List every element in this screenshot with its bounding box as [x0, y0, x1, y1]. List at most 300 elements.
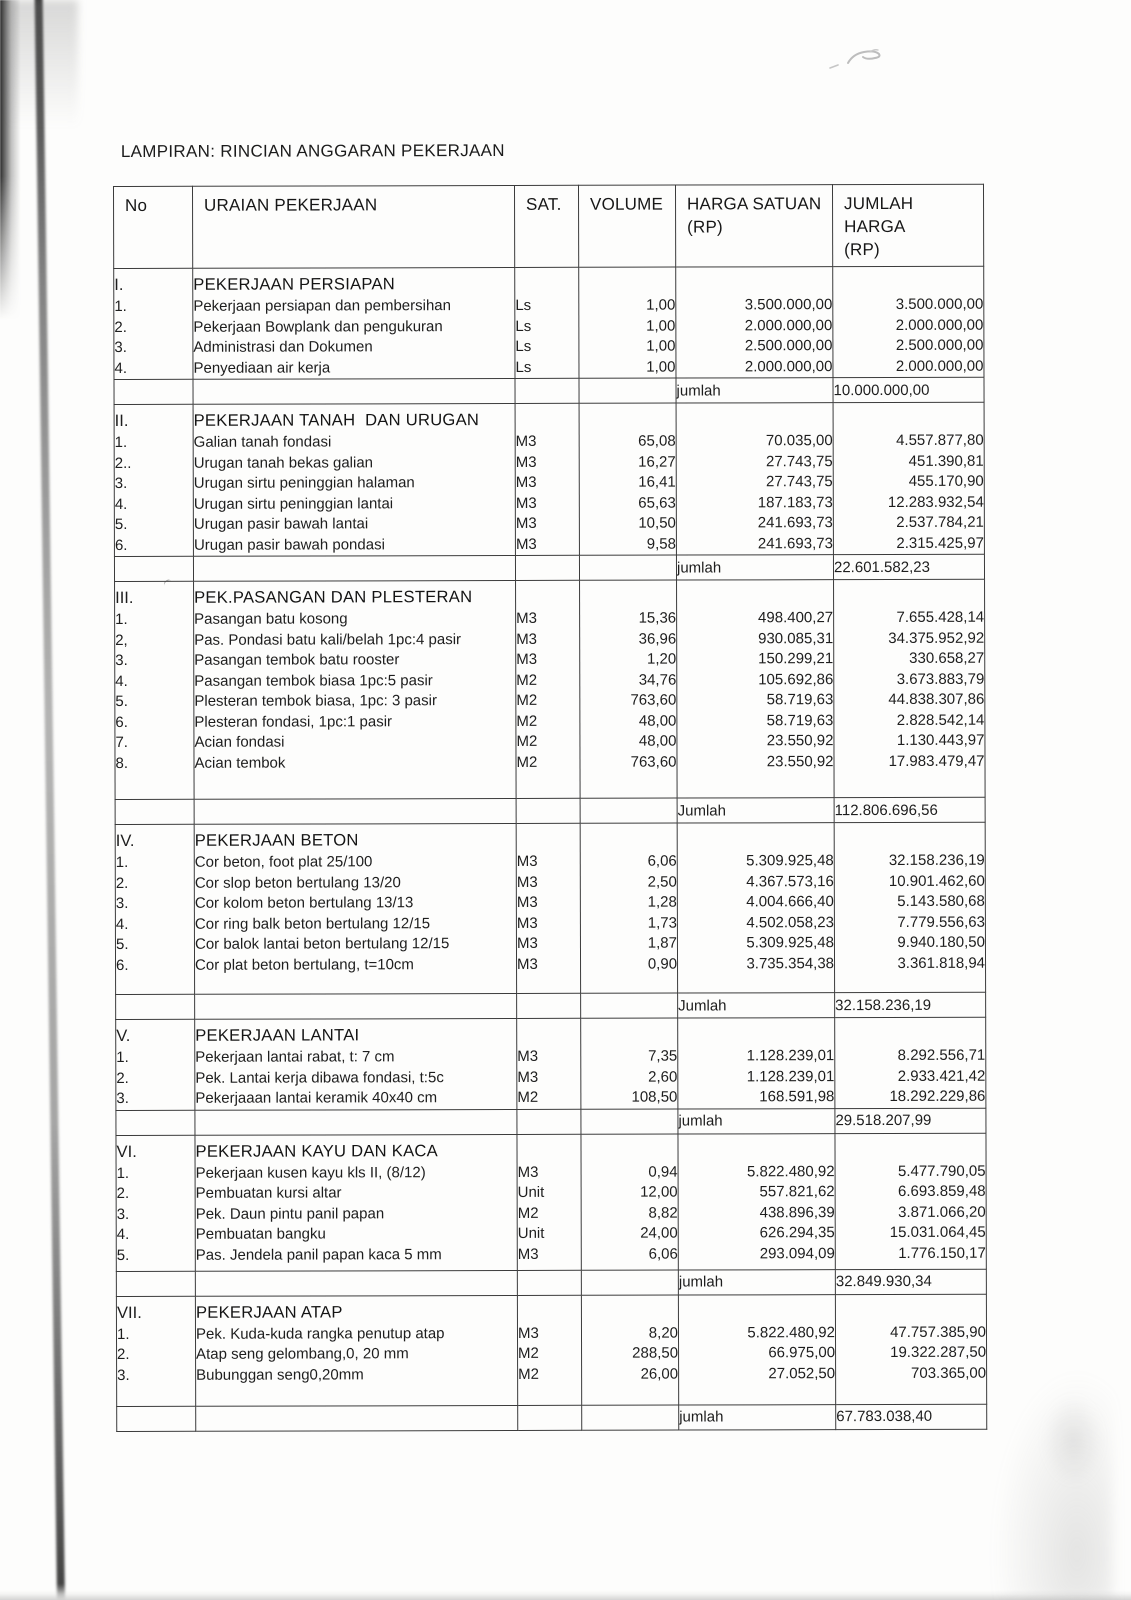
- item-number: 1.: [116, 1164, 130, 1182]
- item-description: Pek. Lantai kerja dibawa fondasi, t:5c: [195, 1068, 444, 1087]
- spacer: [835, 827, 985, 851]
- item-unit-price: 4.502.058,23: [746, 913, 834, 931]
- spacer: [833, 271, 983, 295]
- item-unit: M2: [516, 732, 538, 750]
- item-volume: 0,94: [648, 1163, 678, 1181]
- section-cell: [581, 1018, 678, 1109]
- item-total: 44.838.307,86: [888, 690, 985, 708]
- item-number: 2..: [114, 454, 132, 472]
- item-unit: M3: [515, 535, 537, 553]
- item-total: 12.283.932,54: [887, 493, 984, 511]
- item-unit-price: 5.309.925,48: [746, 934, 834, 952]
- spacer: [678, 1138, 834, 1162]
- empty-cell: [517, 1109, 581, 1134]
- section-row: [115, 579, 986, 799]
- item-unit-price: 293.094,09: [759, 1244, 835, 1262]
- item-description: Urugan pasir bawah pondasi: [193, 535, 385, 554]
- item-description: Acian fondasi: [194, 733, 285, 751]
- empty-cell: [196, 1405, 518, 1431]
- section-cell: [517, 1134, 581, 1270]
- item-description: Atap seng gelombang,0, 20 mm: [196, 1345, 409, 1363]
- item-total: 4.557.877,80: [896, 431, 984, 449]
- section-total-label: Jumlah: [678, 993, 835, 1018]
- item-unit: M3: [516, 934, 538, 952]
- item-unit: M3: [517, 1068, 539, 1086]
- item-unit-price: 1.128.239,01: [746, 1067, 835, 1085]
- item-volume: 34,76: [638, 671, 677, 689]
- item-number: 4.: [116, 1225, 130, 1244]
- section-title: PEKERJAAN TANAH DAN URUGAN: [193, 410, 480, 430]
- item-number: 6.: [114, 536, 128, 554]
- item-description: Cor beton, foot plat 25/100: [194, 853, 373, 871]
- item-unit: M3: [516, 609, 537, 627]
- section-total-label: jumlah: [676, 378, 833, 403]
- section-total-row: [116, 992, 986, 1019]
- section-cell: [580, 580, 678, 798]
- section-cell: [676, 267, 833, 378]
- section-cell: [115, 581, 195, 799]
- section-number: II.: [114, 410, 129, 431]
- item-unit: M3: [517, 1324, 539, 1342]
- spacer: [834, 584, 984, 608]
- item-description: Pasangan batu kosong: [194, 610, 348, 628]
- item-total: 10.901.462,60: [888, 872, 985, 890]
- item-total: 34.375.952,92: [888, 629, 985, 647]
- empty-cell: [116, 1110, 195, 1135]
- empty-cell: [579, 555, 676, 580]
- empty-cell: [515, 555, 579, 580]
- item-number: 3.: [116, 1205, 130, 1223]
- item-volume: 288,50: [632, 1344, 679, 1362]
- item-number: 4.: [115, 915, 129, 933]
- spacer: [835, 1137, 985, 1161]
- item-number: 5.: [114, 515, 128, 534]
- item-unit: M3: [517, 1047, 539, 1065]
- section-total-label: jumlah: [678, 1108, 835, 1133]
- item-number: 1.: [116, 1325, 130, 1343]
- item-total: 15.031.064,45: [889, 1223, 986, 1241]
- section-total-row: [115, 797, 985, 824]
- budget-table: [113, 184, 987, 1432]
- item-total: 2.315.425,97: [896, 534, 984, 552]
- item-unit: M2: [516, 691, 538, 709]
- item-unit-price: 438.896,39: [759, 1203, 835, 1221]
- item-description: Pekerjaan Bowplank dan pengukuran: [193, 317, 443, 336]
- spacer: [516, 408, 579, 432]
- section-cell: [678, 1133, 835, 1269]
- section-cell: [516, 823, 580, 993]
- section-total-value: 22.601.582,23: [833, 554, 984, 579]
- item-unit: M3: [516, 630, 538, 648]
- table-header: [113, 184, 983, 268]
- item-unit-price: 27.052,50: [768, 1364, 836, 1382]
- item-volume: 26,00: [640, 1365, 679, 1383]
- item-description: Pekerjaan kusen kayu kls II, (8/12): [195, 1163, 426, 1182]
- item-unit-price: 498.400,27: [758, 609, 834, 627]
- section-cell: [193, 403, 515, 556]
- item-total: 1.130.443,97: [896, 731, 985, 749]
- item-volume: 8,20: [648, 1324, 679, 1342]
- item-volume: 1,00: [646, 358, 676, 376]
- item-unit: Unit: [517, 1183, 545, 1201]
- item-total: 2.828.542,14: [896, 711, 985, 729]
- section-row: [116, 1294, 986, 1406]
- item-description: Administrasi dan Dokumen: [193, 338, 373, 356]
- item-unit-price: 4.004.666,40: [746, 893, 834, 911]
- item-number: 6.: [116, 956, 129, 974]
- section-total-value: 10.000.000,00: [833, 377, 984, 402]
- item-unit: Ls: [515, 317, 532, 335]
- page-title: LAMPIRAN: RINCIAN ANGGARAN PEKERJAAN: [120, 140, 505, 161]
- item-volume: 36,96: [638, 630, 677, 648]
- item-unit-price: 5.309.925,48: [746, 852, 834, 870]
- item-unit: Ls: [515, 358, 532, 376]
- section-cell: [116, 1135, 195, 1271]
- item-unit: M3: [517, 1163, 539, 1181]
- item-number: 2.: [114, 318, 127, 336]
- section-total-label: jumlah: [678, 1269, 835, 1294]
- item-description: Cor slop beton bertulang 13/20: [194, 873, 401, 892]
- item-number: 4.: [115, 672, 128, 690]
- item-number: 3.: [114, 474, 128, 493]
- spacer: [678, 1022, 834, 1046]
- section-total-value: 32.158.236,19: [835, 992, 986, 1017]
- item-description: Pek. Kuda-kuda rangka penutup atap: [195, 1324, 445, 1343]
- section-total-row: [114, 554, 984, 581]
- section-cell: [114, 268, 193, 379]
- item-total: 9.940.180,50: [897, 933, 985, 951]
- spacer: [835, 1022, 985, 1046]
- empty-cell: [518, 1405, 582, 1430]
- item-volume: 1,28: [647, 893, 677, 911]
- item-description: Pasangan tembok biasa 1pc:5 pasir: [194, 671, 433, 690]
- item-volume: 8,82: [648, 1204, 678, 1222]
- col-header-sat: SAT.: [514, 185, 578, 267]
- item-unit-price: 58.719,63: [766, 711, 834, 729]
- item-unit: M2: [516, 712, 538, 730]
- section-cell: [517, 1295, 581, 1405]
- empty-cell: [117, 1406, 196, 1431]
- item-description: Penyediaan air kerja: [193, 358, 331, 377]
- item-description: Pek. Daun pintu panil papan: [195, 1204, 385, 1223]
- section-title: PEKERJAAN PERSIAPAN: [193, 274, 396, 294]
- item-unit: Ls: [515, 337, 532, 355]
- col-header-jumlah-harga: JUMLAH HARGA (RP): [832, 184, 983, 266]
- item-description: Pembuatan bangku: [195, 1225, 326, 1243]
- section-cell: [678, 1294, 835, 1404]
- spacer: [677, 584, 833, 608]
- item-volume: 65,63: [638, 494, 676, 512]
- item-volume: 763,60: [630, 691, 677, 709]
- item-number: 1.: [114, 433, 128, 452]
- table-header-row: [113, 184, 983, 268]
- section-cell: [193, 267, 515, 379]
- item-total: 5.477.790,05: [836, 1161, 986, 1182]
- section-number: VII.: [116, 1302, 142, 1322]
- section-total-row: [117, 1404, 987, 1431]
- item-number: 1.: [114, 297, 127, 316]
- item-total: 2.000.000,00: [895, 316, 984, 334]
- section-cell: [678, 1018, 835, 1109]
- item-number: 2.: [115, 874, 129, 892]
- item-number: 3.: [114, 338, 127, 357]
- item-unit: M3: [515, 453, 537, 471]
- section-total-label: jumlah: [676, 555, 833, 580]
- item-volume: 763,60: [630, 753, 677, 771]
- item-unit-price: 557.821,62: [759, 1183, 835, 1201]
- item-volume: 9,58: [646, 535, 676, 553]
- item-volume: 1,87: [647, 934, 677, 952]
- item-unit: M3: [516, 893, 538, 911]
- item-unit: M3: [515, 473, 537, 491]
- empty-cell: [579, 378, 676, 403]
- empty-cell: [115, 799, 194, 824]
- section-total-value: 32.849.930,34: [835, 1269, 986, 1294]
- item-volume: 12,00: [640, 1183, 678, 1201]
- item-number: 4.: [114, 359, 128, 377]
- item-unit-price: 5.822.480,92: [746, 1162, 835, 1180]
- section-total-value: 29.518.207,99: [835, 1108, 986, 1133]
- section-cell: [677, 580, 835, 798]
- spacer: [517, 1023, 580, 1047]
- item-unit: M2: [517, 1204, 539, 1222]
- section-row: [116, 1017, 986, 1110]
- item-total: 2.933.421,42: [897, 1067, 986, 1085]
- item-unit: M2: [516, 671, 538, 689]
- item-unit: M3: [515, 514, 537, 532]
- item-total: 7.655.428,14: [896, 608, 985, 626]
- empty-cell: [195, 993, 517, 1019]
- empty-cell: [515, 378, 579, 403]
- item-total: 455.170,90: [908, 472, 984, 490]
- item-total: 18.292.229,86: [889, 1087, 986, 1105]
- spacer: [581, 1023, 677, 1047]
- item-description: Urugan sirtu peninggian halaman: [193, 474, 415, 492]
- spacer: [516, 585, 579, 609]
- item-unit-price: 27.743,75: [766, 473, 833, 491]
- item-number: 2.: [116, 1069, 129, 1087]
- empty-cell: [195, 1109, 517, 1135]
- item-unit: M2: [517, 1088, 539, 1106]
- item-total: 8.292.556,71: [897, 1046, 986, 1064]
- item-unit: M3: [517, 955, 538, 973]
- section-cell: [195, 1018, 517, 1109]
- section-title: PEKERJAAN KAYU DAN KACA: [195, 1140, 438, 1161]
- item-volume: 65,08: [638, 432, 676, 450]
- section-title: PEKERJAAN ATAP: [195, 1301, 343, 1322]
- col-header-uraian: URAIAN PEKERJAAN: [192, 185, 514, 268]
- section-cell: [835, 1133, 986, 1269]
- section-total-value: 112.806.696,56: [834, 797, 985, 822]
- section-cell: [517, 1018, 581, 1109]
- section-cell: [581, 1134, 678, 1270]
- item-description: Urugan pasir bawah lantai: [193, 515, 369, 533]
- empty-cell: [114, 379, 193, 404]
- item-number: 2.: [116, 1184, 130, 1203]
- item-description: Bubunggan seng0,20mm: [196, 1365, 364, 1384]
- spacer: [581, 828, 677, 852]
- item-number: 2.: [117, 1345, 130, 1364]
- empty-cell: [116, 1271, 195, 1296]
- section-cell: [195, 1134, 517, 1271]
- item-volume: 2,50: [647, 873, 677, 891]
- section-total-row: [116, 1108, 986, 1135]
- section-total-value: 67.783.038,40: [836, 1404, 987, 1429]
- item-volume: 7,35: [648, 1047, 678, 1065]
- empty-cell: [517, 993, 581, 1018]
- item-number: 3.: [115, 894, 129, 913]
- item-description: Pekerjaan persiapan dan pembersihan: [193, 297, 452, 315]
- item-volume: 15,36: [638, 609, 677, 627]
- empty-cell: [195, 1270, 517, 1296]
- section-cell: [579, 267, 676, 378]
- item-unit-price: 2.000.000,00: [744, 316, 833, 334]
- item-volume: 16,27: [638, 453, 676, 471]
- section-cell: [834, 822, 985, 992]
- item-total: 703.365,00: [910, 1364, 987, 1382]
- section-number: VI.: [116, 1141, 137, 1161]
- item-description: Plesteran fondasi, 1pc:1 pasir: [194, 712, 393, 731]
- section-cell: [114, 404, 193, 556]
- spacer: [582, 1299, 678, 1323]
- section-cell: [115, 824, 194, 994]
- item-number: 3.: [116, 1089, 129, 1108]
- section-cell: [194, 823, 516, 994]
- section-cell: [516, 580, 581, 798]
- item-unit: M3: [516, 873, 538, 891]
- item-unit: M2: [518, 1365, 539, 1383]
- empty-cell: [581, 993, 678, 1018]
- item-unit-price: 1.128.239,01: [746, 1047, 835, 1065]
- empty-cell: [114, 556, 193, 581]
- item-number: 5.: [115, 692, 128, 711]
- section-row: [114, 402, 984, 556]
- section-cell: [833, 402, 984, 554]
- section-cell: [515, 403, 579, 555]
- spacer: [836, 1298, 986, 1322]
- item-number: 2,: [115, 631, 128, 649]
- item-volume: 10,50: [638, 514, 676, 532]
- item-unit-price: 105.692,86: [758, 670, 834, 688]
- item-volume: 2,60: [648, 1068, 678, 1086]
- item-unit: M3: [515, 432, 537, 450]
- item-number: 3.: [115, 651, 128, 670]
- item-volume: 6,06: [648, 1245, 678, 1263]
- item-total: 2.000.000,00: [895, 357, 984, 375]
- section-row: [116, 1133, 986, 1271]
- item-total: 19.322.287,50: [890, 1343, 987, 1361]
- col-header-harga-satuan: HARGA SATUAN (RP): [675, 185, 832, 267]
- item-number: 7.: [115, 733, 128, 752]
- spacer: [679, 1299, 835, 1323]
- empty-cell: [580, 798, 677, 823]
- item-unit-price: 5.822.480,92: [747, 1323, 836, 1341]
- item-unit: M3: [517, 1245, 539, 1263]
- item-total: 3.673.883,79: [896, 670, 985, 688]
- item-total: 2.500.000,00: [895, 336, 984, 354]
- item-unit: M2: [518, 1344, 539, 1362]
- item-number: 1.: [115, 610, 128, 629]
- item-unit: Unit: [517, 1224, 545, 1242]
- section-cell: [835, 1294, 986, 1404]
- item-total: 451.390,81: [908, 452, 984, 470]
- item-description: Acian tembok: [194, 754, 286, 772]
- item-description: Urugan sirtu peninggian lantai: [193, 494, 394, 513]
- section-number: III.: [115, 587, 134, 608]
- item-unit-price: 187.183,73: [757, 493, 833, 511]
- spacer: [677, 407, 833, 431]
- section-cell: [116, 1296, 195, 1406]
- spacer: [580, 408, 676, 432]
- spacer: [678, 827, 834, 851]
- col-header-no: No: [113, 186, 192, 268]
- item-volume: 48,00: [638, 712, 677, 730]
- item-unit-price: 23.550,92: [766, 732, 834, 750]
- item-unit-price: 930.085,31: [758, 629, 834, 647]
- item-total: 17.983.479,47: [888, 752, 985, 770]
- item-total: 3.500.000,00: [895, 295, 984, 313]
- item-total: 330.658,27: [909, 649, 985, 667]
- spacer: [834, 407, 984, 431]
- section-title: PEKERJAAN LANTAI: [195, 1025, 360, 1045]
- section-row: [115, 822, 985, 994]
- item-volume: 1,00: [646, 337, 676, 355]
- item-unit: M3: [515, 494, 537, 512]
- item-number: 4.: [114, 495, 128, 513]
- section-cell: [677, 823, 834, 993]
- section-cell: [676, 403, 833, 555]
- item-volume: 16,41: [638, 473, 676, 491]
- item-total: 7.779.556,63: [897, 913, 985, 931]
- spacer: [517, 828, 580, 852]
- section-cell: [835, 1017, 986, 1108]
- section-title: PEKERJAAN BETON: [194, 830, 359, 850]
- item-unit: M3: [516, 650, 538, 668]
- item-description: Cor balok lantai beton bertulang 12/15: [194, 935, 450, 953]
- empty-cell: [582, 1405, 679, 1430]
- empty-cell: [193, 555, 515, 581]
- item-total: 3.361.818,94: [897, 954, 986, 972]
- item-volume: 0,90: [647, 955, 678, 973]
- item-unit-price: 3.735.354,38: [746, 954, 835, 972]
- item-description: Urugan tanah bekas galian: [193, 453, 374, 472]
- section-title: PEK.PASANGAN DAN PLESTERAN: [194, 587, 473, 607]
- empty-cell: [581, 1270, 678, 1295]
- empty-cell: [517, 1270, 581, 1295]
- item-volume: 1,20: [647, 650, 677, 668]
- item-unit-price: 241.693,73: [757, 534, 833, 552]
- item-description: Cor ring balk beton bertulang 12/15: [194, 914, 431, 933]
- item-volume: 24,00: [640, 1224, 678, 1242]
- item-total: 5.143.580,68: [897, 892, 985, 910]
- item-total: 47.757.385,90: [890, 1323, 987, 1341]
- item-total: 3.871.066,20: [836, 1202, 986, 1223]
- section-cell: [579, 403, 676, 555]
- item-unit-price: 2.500.000,00: [744, 337, 833, 355]
- section-cell: [116, 1019, 195, 1110]
- item-number: 8.: [115, 754, 129, 772]
- item-unit-price: 70.035,00: [765, 432, 833, 450]
- item-unit-price: 168.591,98: [759, 1088, 835, 1106]
- item-unit-price: 23.550,92: [766, 752, 834, 770]
- spacer: [515, 272, 578, 296]
- section-cell: [580, 823, 677, 993]
- item-description: Pas. Pondasi batu kali/belah 1pc:4 pasir: [194, 630, 462, 649]
- item-unit-price: 58.719,63: [766, 691, 834, 709]
- item-number: 3.: [117, 1366, 130, 1384]
- section-cell: [194, 580, 517, 799]
- item-unit: M3: [516, 914, 538, 932]
